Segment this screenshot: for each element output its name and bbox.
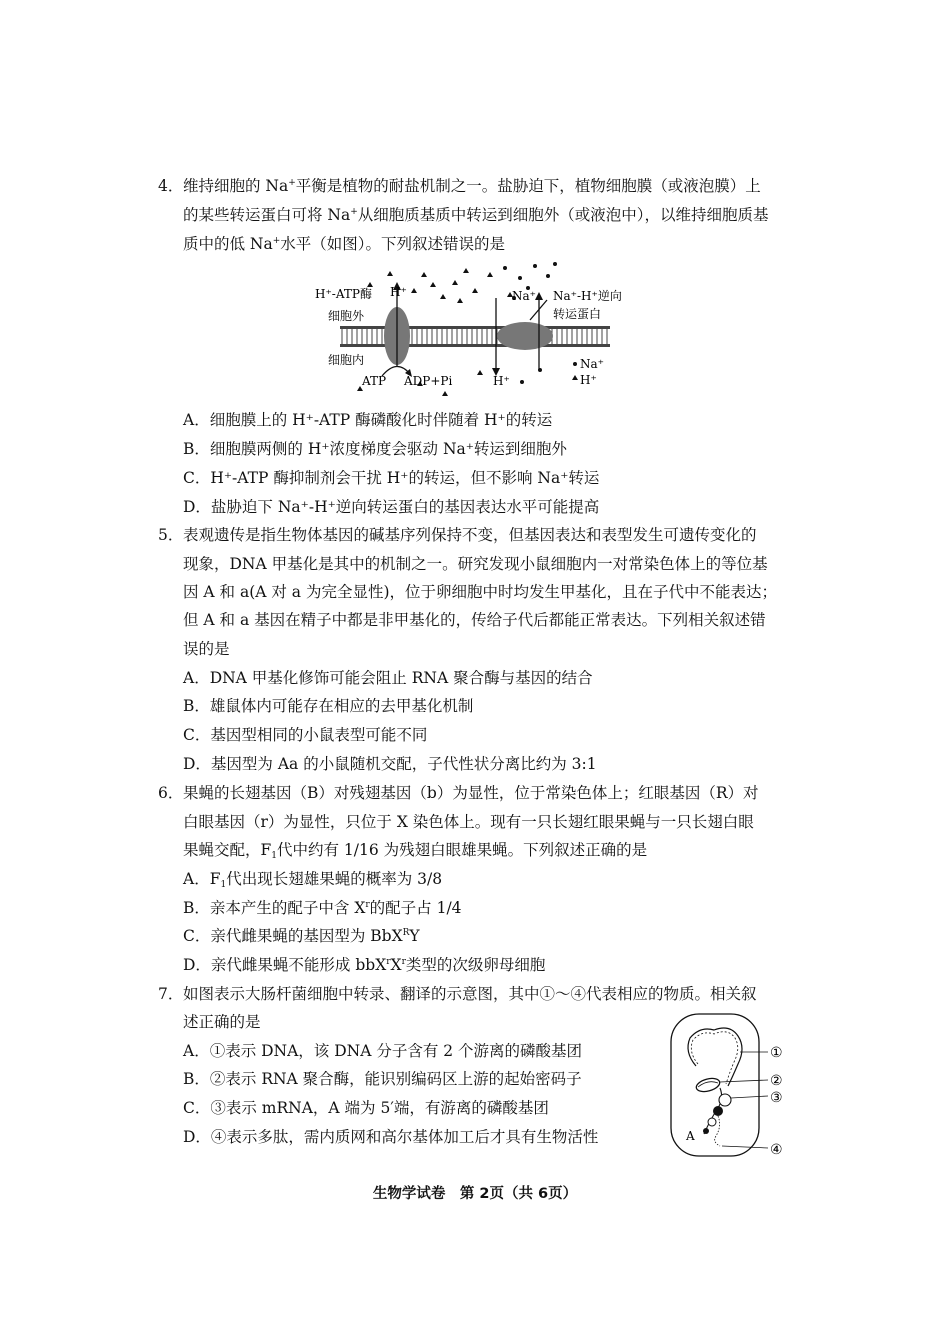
q6-stem-line-2: 白眼基因（r）为显性，只位于 X 染色体上。现有一只长翅红眼果蝇与一只长翅白眼 (183, 813, 754, 831)
label-antiporter-2: 转运蛋白 (553, 307, 602, 321)
label-inside: 细胞内 (328, 353, 365, 367)
rna-polymerase (695, 1076, 721, 1094)
q4-option-d: D．盐胁迫下 Na⁺-H⁺逆向转运蛋白的基因表达水平可能提高 (183, 498, 600, 516)
label-atp: ATP (362, 374, 387, 388)
q6-stem-line-1: 果蝇的长翅基因（B）对残翅基因（b）为显性，位于常染色体上；红眼基因（R）对 (183, 784, 759, 802)
q4-stem-line-3: 质中的低 Na+水平（如图）。下列叙述错误的是 (183, 235, 506, 253)
q7-stem-line-1: 如图表示大肠杆菌细胞中转录、翻译的示意图，其中①～④代表相应的物质。相关叙 (183, 985, 757, 1003)
q6-option-d: D．亲代雌果蝇不能形成 $bbX^rX^r$类型的次级卵母细胞 (183, 956, 546, 974)
q7-number: 7． (158, 985, 184, 1003)
q7-transcription-figure (668, 1012, 798, 1160)
q4-number: 4． (158, 177, 184, 195)
q4-stem-line-2: 的某些转运蛋白可将 Na+从细胞质基质中转运到细胞外（或液泡中），以维持细胞质基 (183, 206, 769, 224)
label-adp: ADP+Pi (404, 374, 453, 388)
na-h-antiporter-protein (497, 322, 553, 350)
q5-stem-line-5: 误的是 (183, 640, 230, 658)
legend-na: Na⁺ (580, 357, 604, 371)
q5-option-c: C．基因型相同的小鼠表型可能不同 (183, 726, 428, 744)
label-2: ② (770, 1073, 783, 1089)
q6-number: 6． (158, 784, 184, 802)
label-4: ④ (770, 1142, 783, 1158)
q6-stem-line-3: 果蝇交配，$F_1$代中约有 1/16 为残翅白眼雄果蝇。下列叙述正确的是 (183, 841, 648, 861)
legend-h: H⁺ (580, 373, 597, 387)
q4-option-a: A．细胞膜上的 H⁺-ATP 酶磷酸化时伴随着 H⁺的转运 (183, 411, 553, 429)
q5-stem-line-4: 但 A 和 a 基因在精子中都是非甲基化的，传给子代后都能正常表达。下列相关叙述错 (183, 611, 766, 629)
dna-strand (688, 1028, 742, 1086)
q5-stem-line-1: 表观遗传是指生物体基因的碱基序列保持不变，但基因表达和表型发生可遗传变化的 (183, 526, 757, 544)
q4-option-c: C．H⁺-ATP 酶抑制剂会干扰 H⁺的转运，但不影响 Na⁺转运 (183, 469, 600, 487)
q5-option-b: B．雄鼠体内可能存在相应的去甲基化机制 (183, 697, 474, 715)
q5-option-a: A．DNA 甲基化修饰可能会阻止 RNA 聚合酶与基因的结合 (183, 669, 593, 687)
q7-option-d: D．④表示多肽，需内质网和高尔基体加工后才具有生物活性 (183, 1128, 599, 1146)
label-h-bottom: H⁺ (493, 374, 510, 388)
q7-option-b: B．②表示 RNA 聚合酶，能识别编码区上游的起始密码子 (183, 1070, 582, 1088)
q6-option-a: A．$F_1$代出现长翅雄果蝇的概率为 3/8 (183, 870, 443, 890)
label-h-top: H⁺ (390, 285, 407, 299)
label-1: ① (770, 1045, 783, 1061)
q4-stem-line-1: 维持细胞的 Na+平衡是植物的耐盐机制之一。盐胁迫下，植物细胞膜（或液泡膜）上 (183, 177, 761, 195)
q7-option-c: C．③表示 mRNA，A 端为 5′端，有游离的磷酸基团 (183, 1099, 549, 1117)
q5-option-d: D．基因型为 Aa 的小鼠随机交配，子代性状分离比约为 3:1 (183, 755, 597, 773)
label-na-top: Na⁺ (512, 289, 536, 303)
label-outside: 细胞外 (328, 309, 365, 323)
q7-stem-line-2: 述正确的是 (183, 1013, 261, 1031)
label-a-end: A (686, 1129, 695, 1143)
lipid-bilayer (340, 326, 610, 347)
q4-option-b: B．细胞膜两侧的 H⁺浓度梯度会驱动 Na⁺转运到细胞外 (183, 440, 567, 458)
label-antiporter-1: Na⁺-H⁺逆向 (553, 289, 622, 303)
q5-stem-line-2: 现象，DNA 甲基化是其中的机制之一。研究发现小鼠细胞内一对常染色体上的等位基 (183, 555, 768, 573)
page-footer: 生物学试卷 第 2页（共 6页） (372, 1186, 578, 1202)
q6-option-b: B．亲本产生的配子中含 $X^r$的配子占 1/4 (183, 899, 462, 917)
q7-option-a: A．①表示 DNA，该 DNA 分子含有 2 个游离的磷酸基团 (183, 1042, 583, 1060)
q5-stem-line-3: 因 A 和 a(A 对 a 为完全显性)，位于卵细胞中时均发生甲基化，且在子代中不能表达； (183, 583, 778, 601)
q5-number: 5． (158, 526, 184, 544)
q6-option-c: C．亲代雌果蝇的基因型为 BbX$^R$Y (183, 927, 420, 945)
label-atpase: H⁺-ATP酶 (315, 287, 372, 301)
label-3: ③ (770, 1090, 783, 1106)
q4-membrane-figure (300, 258, 650, 398)
